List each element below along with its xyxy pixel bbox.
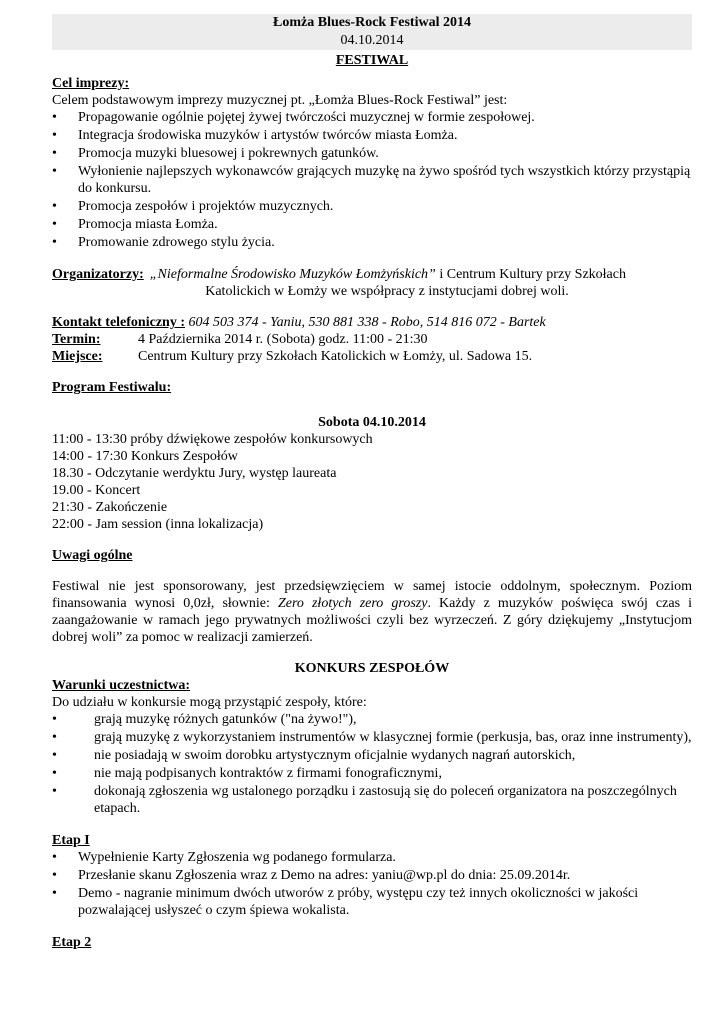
konkurs-intro: Do udziału w konkursie mogą przystąpić zespoły, które:	[52, 695, 367, 710]
organizatorzy-rest-2: Katolickich w Łomży we współpracy z instytucjami dobrej woli.	[205, 284, 569, 299]
organizatorzy-rest: i Centrum Kultury przy Szkołach	[439, 267, 626, 282]
program-item: 11:00 - 13:30 próby dźwiękowe zespołów konkursowych	[52, 432, 373, 447]
termin-label: Termin:	[52, 332, 101, 347]
list-item: • Demo - nagranie minimum dwóch utworów z próby, występu czy też innych okoliczności w jakości pozwalającej usłyszeć o czym śpiewa wokalista.	[52, 885, 692, 919]
kontakt-label: Kontakt telefoniczny :	[52, 315, 185, 330]
etap2-heading: Etap 2	[52, 935, 92, 950]
cel-heading: Cel imprezy:	[52, 76, 130, 91]
miejsce-row	[52, 348, 692, 365]
program-item: 22:00 - Jam session (inna lokalizacja)	[52, 517, 264, 532]
warunki-heading: Warunki uczestnictwa:	[52, 678, 191, 693]
organizatorzy-row	[52, 266, 692, 283]
program-heading: Program Festiwalu:	[52, 380, 172, 395]
miejsce-value: Centrum Kultury przy Szkołach Katolickich w Łomży, ul. Sadowa 15.	[138, 349, 533, 364]
program-list	[52, 431, 692, 533]
list-item: • grają muzykę różnych gatunków ("na żywo!"),	[52, 711, 692, 728]
miejsce-label: Miejsce:	[52, 349, 103, 364]
uwagi-text-italic: Zero złotych zero groszy	[277, 596, 428, 611]
list-item: • Integracja środowiska muzyków i artystów twórców miasta Łomża.	[52, 127, 692, 144]
organizatorzy-label: Organizatorzy:	[52, 267, 144, 282]
cel-list	[52, 109, 692, 251]
list-item: • dokonają zgłoszenia wg ustalonego porządku i zastosują się do poleceń organizatora na poszczególnych etapach.	[52, 783, 692, 817]
etap1-heading: Etap I	[52, 833, 90, 848]
konkurs-heading: KONKURS ZESPOŁÓW	[294, 661, 450, 676]
etap1-list	[52, 849, 692, 919]
uwagi-text-2: . Każdy z muzyków poświęca swój czas i zaangażowanie w ramach jego prywatnych możliwości czyli bez wyrzeczeń. Z góry dziękujemy „Instytucjom dobrej woli” za pomoc w realizacji zamierzeń.	[52, 596, 692, 645]
document-header	[52, 14, 692, 50]
festival-heading: FESTIWAL	[335, 53, 409, 68]
list-item: • Przesłanie skanu Zgłoszenia wraz z Demo na adres: yaniu@wp.pl do dnia: 25.09.2014r.	[52, 867, 692, 884]
kontakt-value: 604 503 374 - Yaniu, 530 881 338 - Robo, 514 816 072 - Bartek	[188, 315, 546, 330]
list-item: • Promocja zespołów i projektów muzycznych.	[52, 198, 692, 215]
termin-row	[52, 331, 692, 348]
program-item: 14:00 - 17:30 Konkurs Zespołów	[52, 449, 238, 464]
document-page	[52, 14, 692, 951]
list-item: • nie mają podpisanych kontraktów z firmami fonograficznymi,	[52, 765, 692, 782]
list-item: • Promowanie zdrowego stylu życia.	[52, 234, 692, 251]
list-item: • Wypełnienie Karty Zgłoszenia wg podanego formularza.	[52, 849, 692, 866]
list-item: • Wyłonienie najlepszych wykonawców grających muzykę na żywo spośród tych wszystkich którzy przystąpią do konkursu.	[52, 163, 692, 197]
cel-intro: Celem podstawowym imprezy muzycznej pt. „Łomża Blues-Rock Festiwal” jest:	[52, 93, 508, 108]
list-item: • Promocja miasta Łomża.	[52, 216, 692, 233]
list-item: • Propagowanie ogólnie pojętej żywej twórczości muzycznej w formie zespołowej.	[52, 109, 692, 126]
document-title: Łomża Blues-Rock Festiwal 2014	[273, 15, 471, 30]
program-item: 19.00 - Koncert	[52, 483, 141, 498]
kontakt-row	[52, 314, 692, 331]
uwagi-heading: Uwagi ogólne	[52, 548, 133, 563]
konkurs-list	[52, 711, 692, 817]
uwagi-paragraph	[52, 578, 692, 646]
program-item: 21:30 - Zakończenie	[52, 500, 168, 515]
list-item: • nie posiadają w swoim dorobku artystycznym oficjalnie wydanych nagrań autorskich,	[52, 747, 692, 764]
program-item: 18.30 - Odczytanie werdyktu Jury, występ laureata	[52, 466, 337, 481]
program-day: Sobota 04.10.2014	[318, 415, 426, 430]
document-date: 04.10.2014	[340, 33, 404, 48]
list-item: • Promocja muzyki bluesowej i pokrewnych gatunków.	[52, 145, 692, 162]
uwagi-text-1: Festiwal nie jest sponsorowany, jest przedsięwzięciem w samej istocie oddolnym, społecznym. Poziom finansowania wynosi 0,0zł, słownie:	[52, 579, 692, 611]
list-item: • grają muzykę z wykorzystaniem instrumentów w klasycznej formie (perkusja, bas, oraz inne instrumenty),	[52, 729, 692, 746]
organizatorzy-name: „Nieformalne Środowisko Muzyków Łomżyńskich”	[149, 267, 436, 282]
termin-value: 4 Października 2014 r. (Sobota) godz. 11:00 - 21:30	[138, 332, 428, 347]
